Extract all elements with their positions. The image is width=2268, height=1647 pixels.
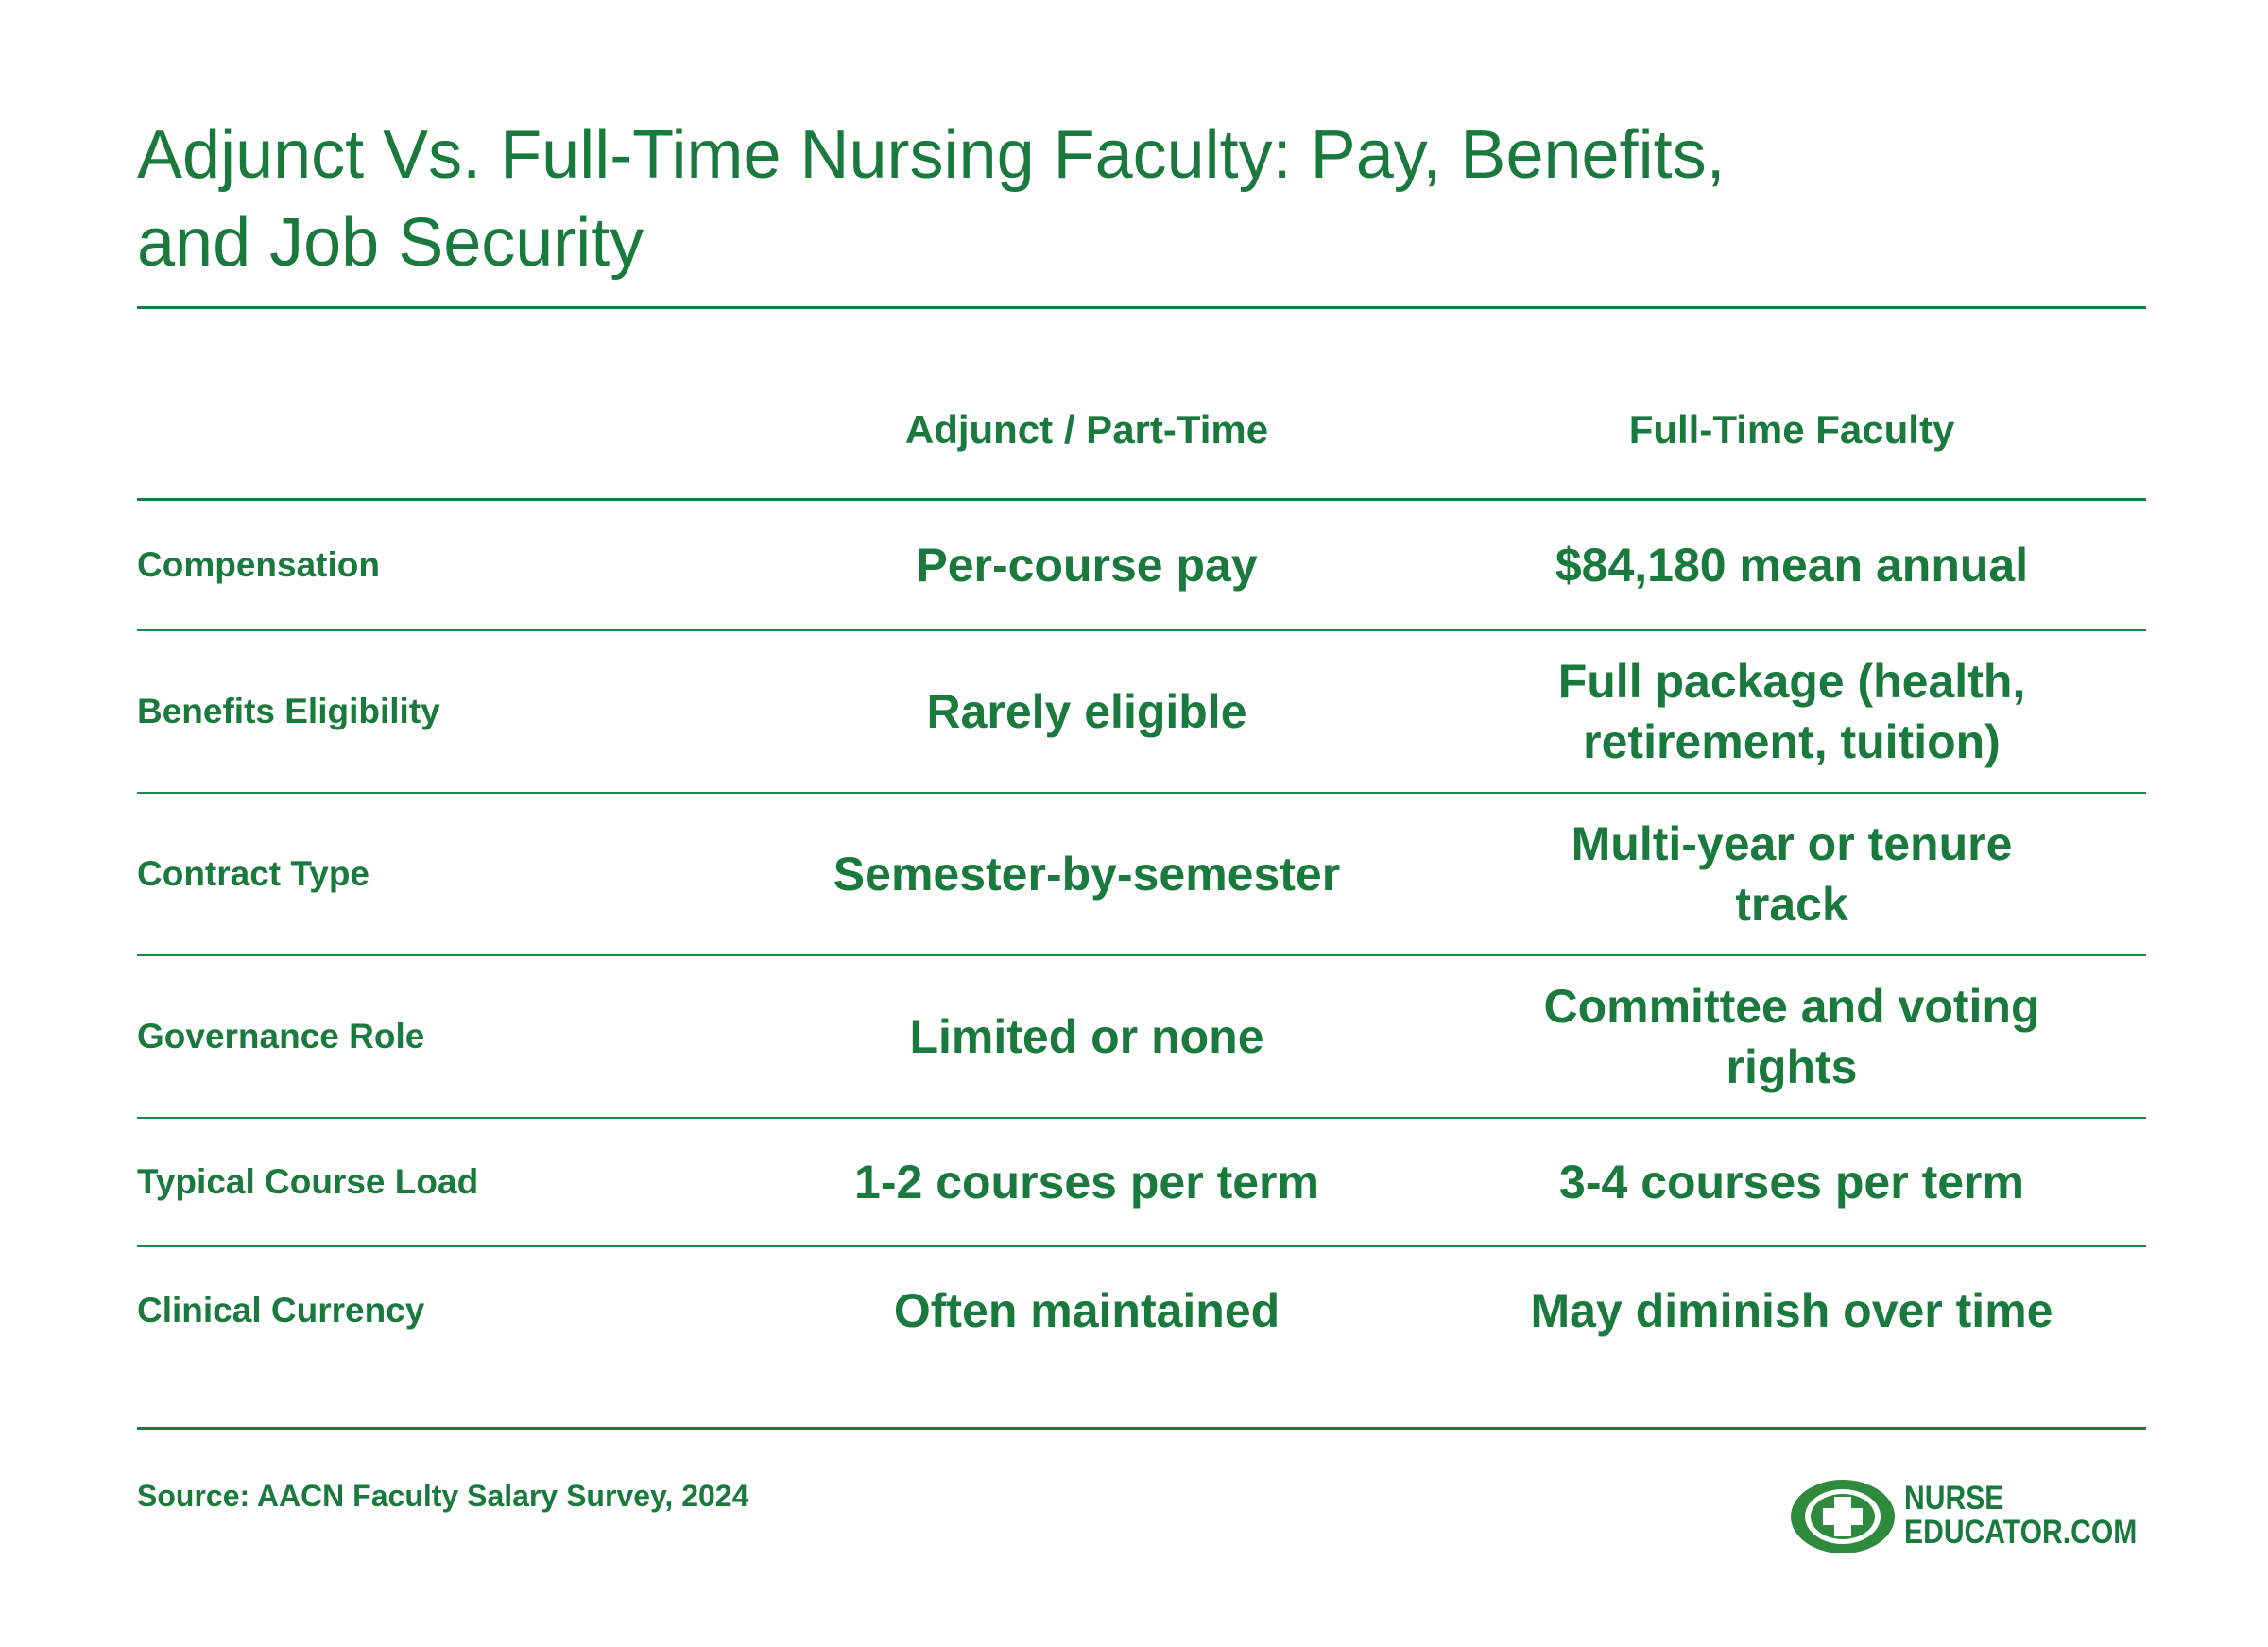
- nurse-educator-logo: [1789, 1476, 2138, 1557]
- adjunct-cell: Per-course pay: [916, 539, 1258, 592]
- row-label: Clinical Currency: [137, 1291, 425, 1330]
- table-row: [137, 794, 2146, 954]
- column-header-adjunct: Adjunct / Part-Time: [904, 407, 1269, 452]
- footer-divider: [137, 1427, 2146, 1430]
- logo-line-2: EDUCATOR.COM: [1904, 1514, 2138, 1551]
- page-title: Adjunct Vs. Full-Time Nursing Faculty: Pay, Benefits, and Job Security: [137, 117, 1726, 281]
- full-time-cell: 3-4 courses per term: [1559, 1156, 2024, 1209]
- adjunct-cell: Semester-by-semester: [833, 848, 1341, 901]
- logo-wordmark: [1904, 1482, 2137, 1550]
- title-divider: [137, 306, 2146, 309]
- cross-badge-icon: [1789, 1478, 1897, 1555]
- full-time-cell: $84,180 mean annual: [1555, 539, 2029, 592]
- table-row: [137, 631, 2146, 792]
- full-time-cell: Full package (health, retirement, tuition): [1557, 655, 2026, 768]
- full-time-cell: Committee and voting rights: [1543, 980, 2040, 1093]
- adjunct-cell: 1-2 courses per term: [854, 1156, 1319, 1209]
- table-row: [137, 956, 2146, 1117]
- row-label: Typical Course Load: [137, 1162, 479, 1201]
- table-row: [137, 1119, 2146, 1245]
- adjunct-cell: Rarely eligible: [926, 685, 1247, 738]
- adjunct-cell: Limited or none: [909, 1010, 1264, 1063]
- adjunct-cell: Often maintained: [893, 1284, 1280, 1337]
- table-row: [137, 501, 2146, 629]
- full-time-cell: May diminish over time: [1530, 1284, 2053, 1337]
- row-label: Contract Type: [137, 854, 370, 893]
- full-time-cell: Multi-year or tenure track: [1571, 817, 2013, 931]
- source-note: Source: AACN Faculty Salary Survey, 2024: [137, 1479, 749, 1513]
- logo-line-1: NURSE: [1904, 1480, 2004, 1517]
- row-label: Compensation: [137, 545, 380, 584]
- row-label: Benefits Eligibility: [137, 692, 440, 730]
- table-row: [137, 1247, 2146, 1374]
- row-label: Governance Role: [137, 1017, 425, 1055]
- column-header-full-time: Full-Time Faculty: [1628, 407, 1955, 452]
